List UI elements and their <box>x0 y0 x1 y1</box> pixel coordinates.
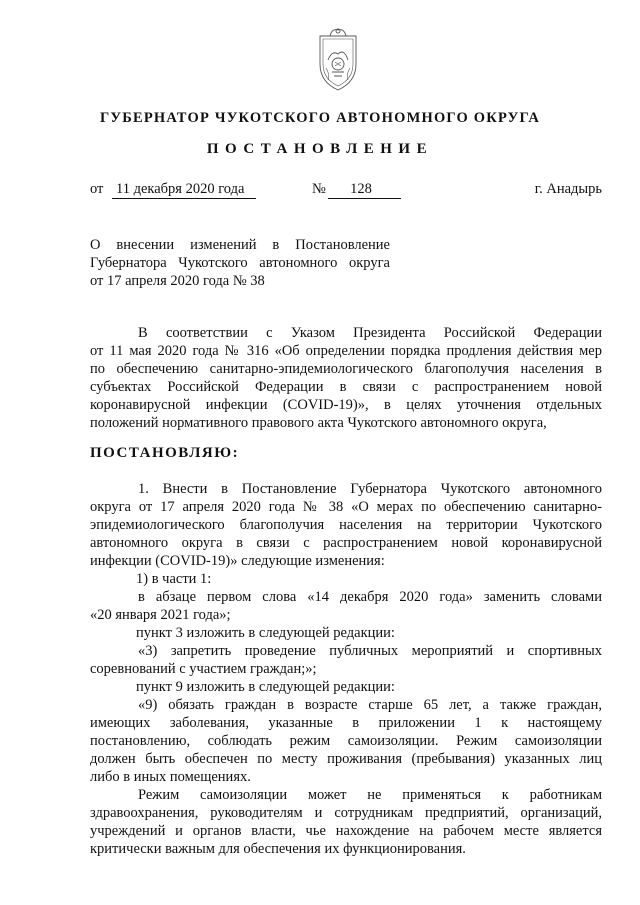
governor-title: ГУБЕРНАТОР ЧУКОТСКОГО АВТОНОМНОГО ОКРУГА <box>99 110 541 126</box>
body-line: округа от 17 апреля 2020 года № 38 «О мерах по обеспечению санитарно- <box>90 499 602 515</box>
decree-date: 11 декабря 2020 года <box>112 181 256 199</box>
subject-line: от 17 апреля 2020 года № 38 <box>90 273 265 289</box>
body-line: критически важным для обеспечения их функционирования. <box>90 841 466 857</box>
body-line: автономного округа в связи с распространением новой коронавирусной <box>90 535 602 551</box>
body-line: инфекции (COVID-19)» следующие изменения: <box>90 553 385 569</box>
preamble-line: субъектах Российской Федерации в связи с распространением новой <box>90 379 602 395</box>
preamble-line: положений нормативного правового акта Чукотского автономного округа, <box>90 415 547 431</box>
decree-subject <box>90 236 390 290</box>
body-line: 1) в части 1: <box>136 571 212 587</box>
body-line: либо в иных помещениях. <box>90 769 251 785</box>
preamble <box>90 324 602 432</box>
subject-line: Губернатора Чукотского автономного округа <box>90 255 390 271</box>
body-line: учреждений и органов власти, чье нахождение на рабочем месте является <box>90 823 602 839</box>
decree-title: ПОСТАНОВЛЕНИЕ <box>206 141 434 157</box>
body-line: в абзаце первом слова «14 декабря 2020 года» заменить словами <box>138 589 602 605</box>
preamble-line: от 11 мая 2020 года № 316 «Об определении порядка продления действия мер <box>90 343 602 359</box>
resolve-heading: ПОСТАНОВЛЯЮ: <box>90 445 240 461</box>
decree-body <box>90 480 602 858</box>
preamble-line: коронавирусной инфекции (COVID-19)», в целях уточнения отдельных <box>90 397 602 413</box>
from-label: от <box>90 181 104 197</box>
body-line: «3) запретить проведение публичных мероприятий и спортивных <box>138 643 602 659</box>
body-line: пункт 3 изложить в следующей редакции: <box>136 625 395 641</box>
body-line: имеющих заболевания, указанные в приложении 1 к настоящему <box>90 715 602 731</box>
body-line: «9) обязать граждан в возрасте старше 65 лет, а также граждан, <box>138 697 602 713</box>
preamble-line: по обеспечению санитарно-эпидемиологического благополучия населения в <box>90 361 602 377</box>
decree-meta <box>90 181 602 203</box>
decree-city: г. Анадырь <box>534 181 602 197</box>
preamble-line: В соответствии с Указом Президента Российской Федерации <box>138 325 602 341</box>
body-line: эпидемиологического благополучия населения на территории Чукотского <box>90 517 602 533</box>
decree-number: 128 <box>328 181 401 199</box>
body-line: Режим самоизоляции может не применяться к работникам <box>138 787 602 803</box>
body-line: здравоохранения, руководителям и сотрудникам предприятий, организаций, <box>90 805 602 821</box>
body-line: 1. Внести в Постановление Губернатора Чукотского автономного <box>138 481 602 497</box>
coat-of-arms-icon <box>306 24 370 96</box>
body-line: пункт 9 изложить в следующей редакции: <box>136 679 395 695</box>
number-label: № <box>312 181 326 197</box>
body-line: «20 января 2021 года»; <box>90 607 231 623</box>
body-line: должен быть обеспечен по месту проживания (пребывания) указанных лиц <box>90 751 602 767</box>
subject-line: О внесении изменений в Постановление <box>90 237 390 253</box>
body-line: соревнований с участием граждан;»; <box>90 661 317 677</box>
body-line: постановлению, соблюдать режим самоизоляции. Режим самоизоляции <box>90 733 602 749</box>
